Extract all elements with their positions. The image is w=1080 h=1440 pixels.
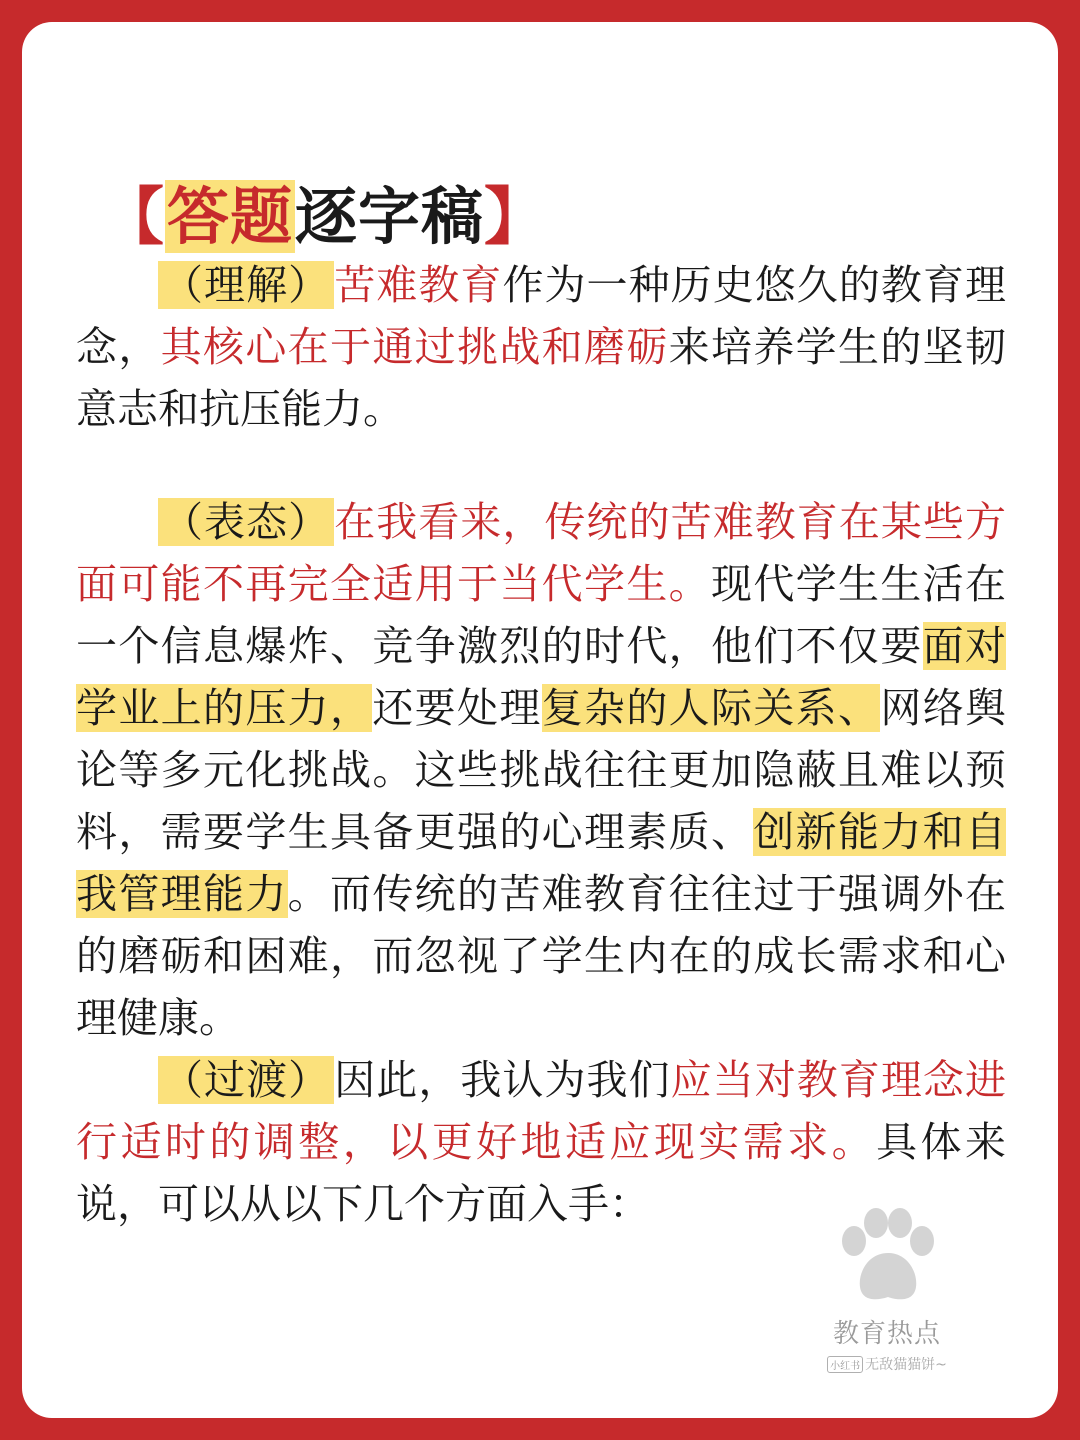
p1-seg-1: 作为一种历史悠久的教育理念， [76,261,1007,371]
watermark-account-name: 教育热点 [832,1319,941,1349]
p3-seg-1: 应当对教育理念进行适时的调整，以更好地适应现实需求。 [76,1056,1007,1166]
p1-seg-0: 苦难教育 [334,261,503,309]
title-red-part: 答题 [167,180,294,253]
p2-seg-1: 现代学生生活在一个信息爆炸、竞争激烈的时代，他们不仅要 [76,560,1006,670]
p3-seg-0: 因此，我认为我们 [334,1056,671,1104]
p2-seg-5: 网络舆论等多元化挑战。这些挑战往往更加隐蔽且难以预料，需要学生具备更强的心理素质、 [76,684,1007,856]
p2-seg-3: 还要处理 [372,684,542,732]
tag-understanding: （理解） [158,261,334,309]
title-black-part: 逐字稿 [295,180,485,253]
p2-seg-6: 创新能力和自我管理能力 [76,808,1007,918]
paw-icon [832,1207,942,1307]
tag-transition: （过渡） [158,1056,334,1104]
p2-seg-4: 复杂的人际关系、 [541,684,881,732]
paragraph-stance [76,491,1006,1049]
platform-badge: 小红书 [827,1356,863,1373]
paragraph-understanding [76,254,1006,440]
page-title [102,177,547,257]
p3-seg-2: 具体来说，可以从以下几个方面入手： [76,1118,1007,1228]
watermark-username: 无敌猫猫饼~ [865,1357,947,1373]
p1-seg-2: 其核心在于通过挑战和磨砺 [160,323,669,371]
title-open-bracket: 【 [102,180,166,253]
watermark-username-line [812,1354,962,1374]
p2-seg-2: 面对学业上的压力， [76,622,1007,732]
title-close-bracket: 】 [484,180,548,253]
tag-stance: （表态） [158,498,334,546]
watermark [812,1207,962,1374]
p2-seg-0: 在我看来，传统的苦难教育在某些方面可能不再完全适用于当代学生。 [76,498,1007,608]
content-card [22,22,1058,1418]
p1-seg-3: 来培养学生的坚韧意志和抗压能力。 [76,323,1007,433]
p2-seg-7: 。而传统的苦难教育往往过于强调外在的磨砺和困难，而忽视了学生内在的成长需求和心理健康。 [76,870,1007,1042]
